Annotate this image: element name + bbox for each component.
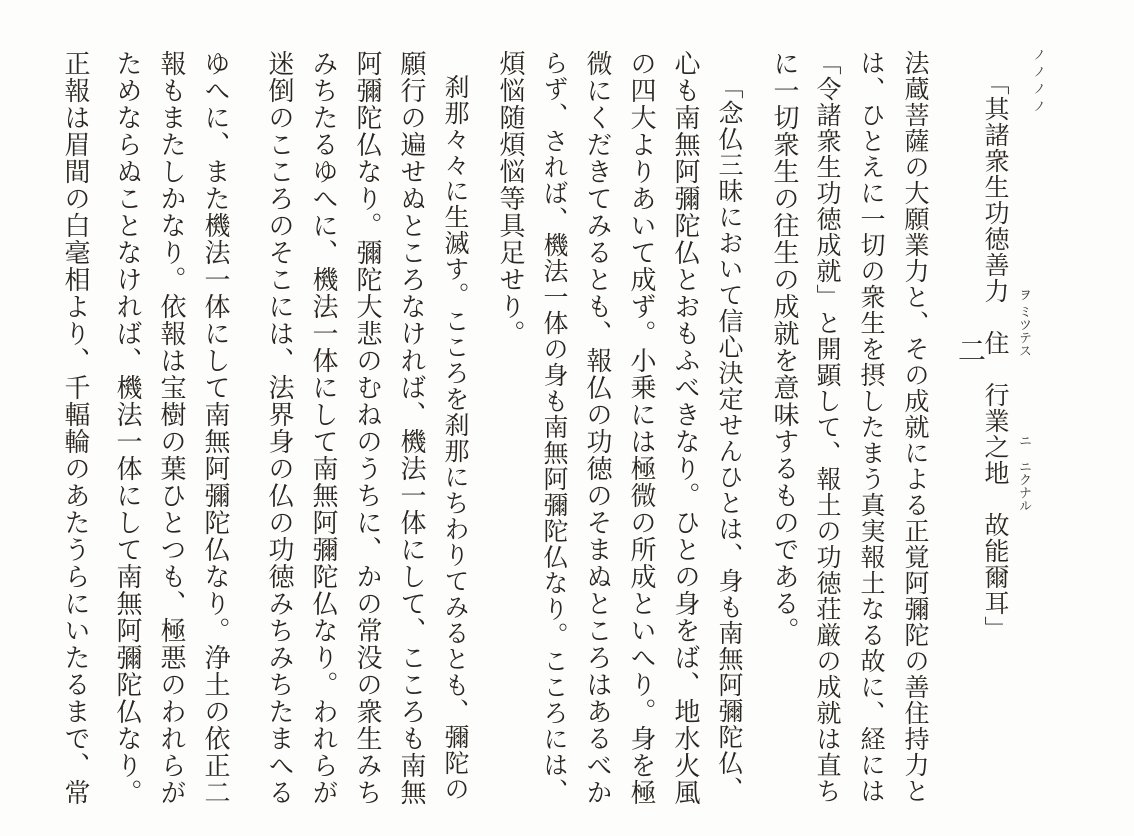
body-line: 報もまたしかなり。依報は宝樹の葉ひとつも、極悪のわれらが [156,50,186,806]
body-line: 迷倒のこころのそこには、法界身の仏の功徳みちみちたまへる [264,50,294,806]
body-line: 微にくだきてみるとも、報仏の功徳のそまぬところはあるべか [582,50,612,806]
body-line: 「令諸衆生功徳成就」と開顕して、報土の功徳荘厳の成就は直ち [813,50,842,804]
body-line: 心も南無阿彌陀仏とおもふべきなり。ひとの身をば、地水火風 [670,50,700,806]
body-line: らず、されば、機法一体の身も南無阿彌陀仏なり。こころには、 [540,50,569,804]
body-line: ゆへに、また機法一体にして南無阿彌陀仏なり。浄土の依正二 [200,50,230,806]
title-ruby-low: ニ ニクナル [1016,434,1031,512]
body-line: 法蔵菩薩の大願業力と、その成就による正覚阿彌陀の善住持力と [901,50,930,804]
title-ruby-mid: ヲ ミツテス [1016,288,1031,358]
body-line: 阿彌陀仏なり。彌陀大悲のむねのうちに、かの常没の衆生みち [352,50,382,806]
body-line: 煩悩随煩悩等具足せり。 [495,50,525,347]
body-line: の四大よりあいて成ず。小乗には極微の所成といへり。身を極 [626,50,656,806]
body-line: は、ひとえに一切の衆生を摂したまう真実報土なる故に、経には [857,50,886,804]
body-line: 刹那々々に生滅す。こころを刹那にちわりてみるとも、彌陀の [441,74,470,802]
body-line: みちたるゆへに、機法一体にして南無阿彌陀仏なり。われらが [308,50,338,806]
body-line: 「念仏三昧において信心決定せんひとは、身も南無阿彌陀仏、 [715,74,744,802]
body-line: に一切衆生の往生の成就を意味するものである。 [769,50,799,644]
body-line: ためならぬことなければ、機法一体にして南無阿彌陀仏なり。 [112,50,142,806]
page-title: 「其諸衆生功徳善力 住 行業之地 故能爾耳」 [981,70,1010,642]
body-line: 正報は眉間の白毫相より、千輻輪のあたうらにいたるまで、常 [60,50,90,806]
title-ruby-top: ノ ノ ノ ノ [1030,48,1045,113]
body-line: 願行の遍せぬところなければ、機法一体にして、こころも南無 [396,50,426,806]
section-number: 二 [954,336,987,364]
